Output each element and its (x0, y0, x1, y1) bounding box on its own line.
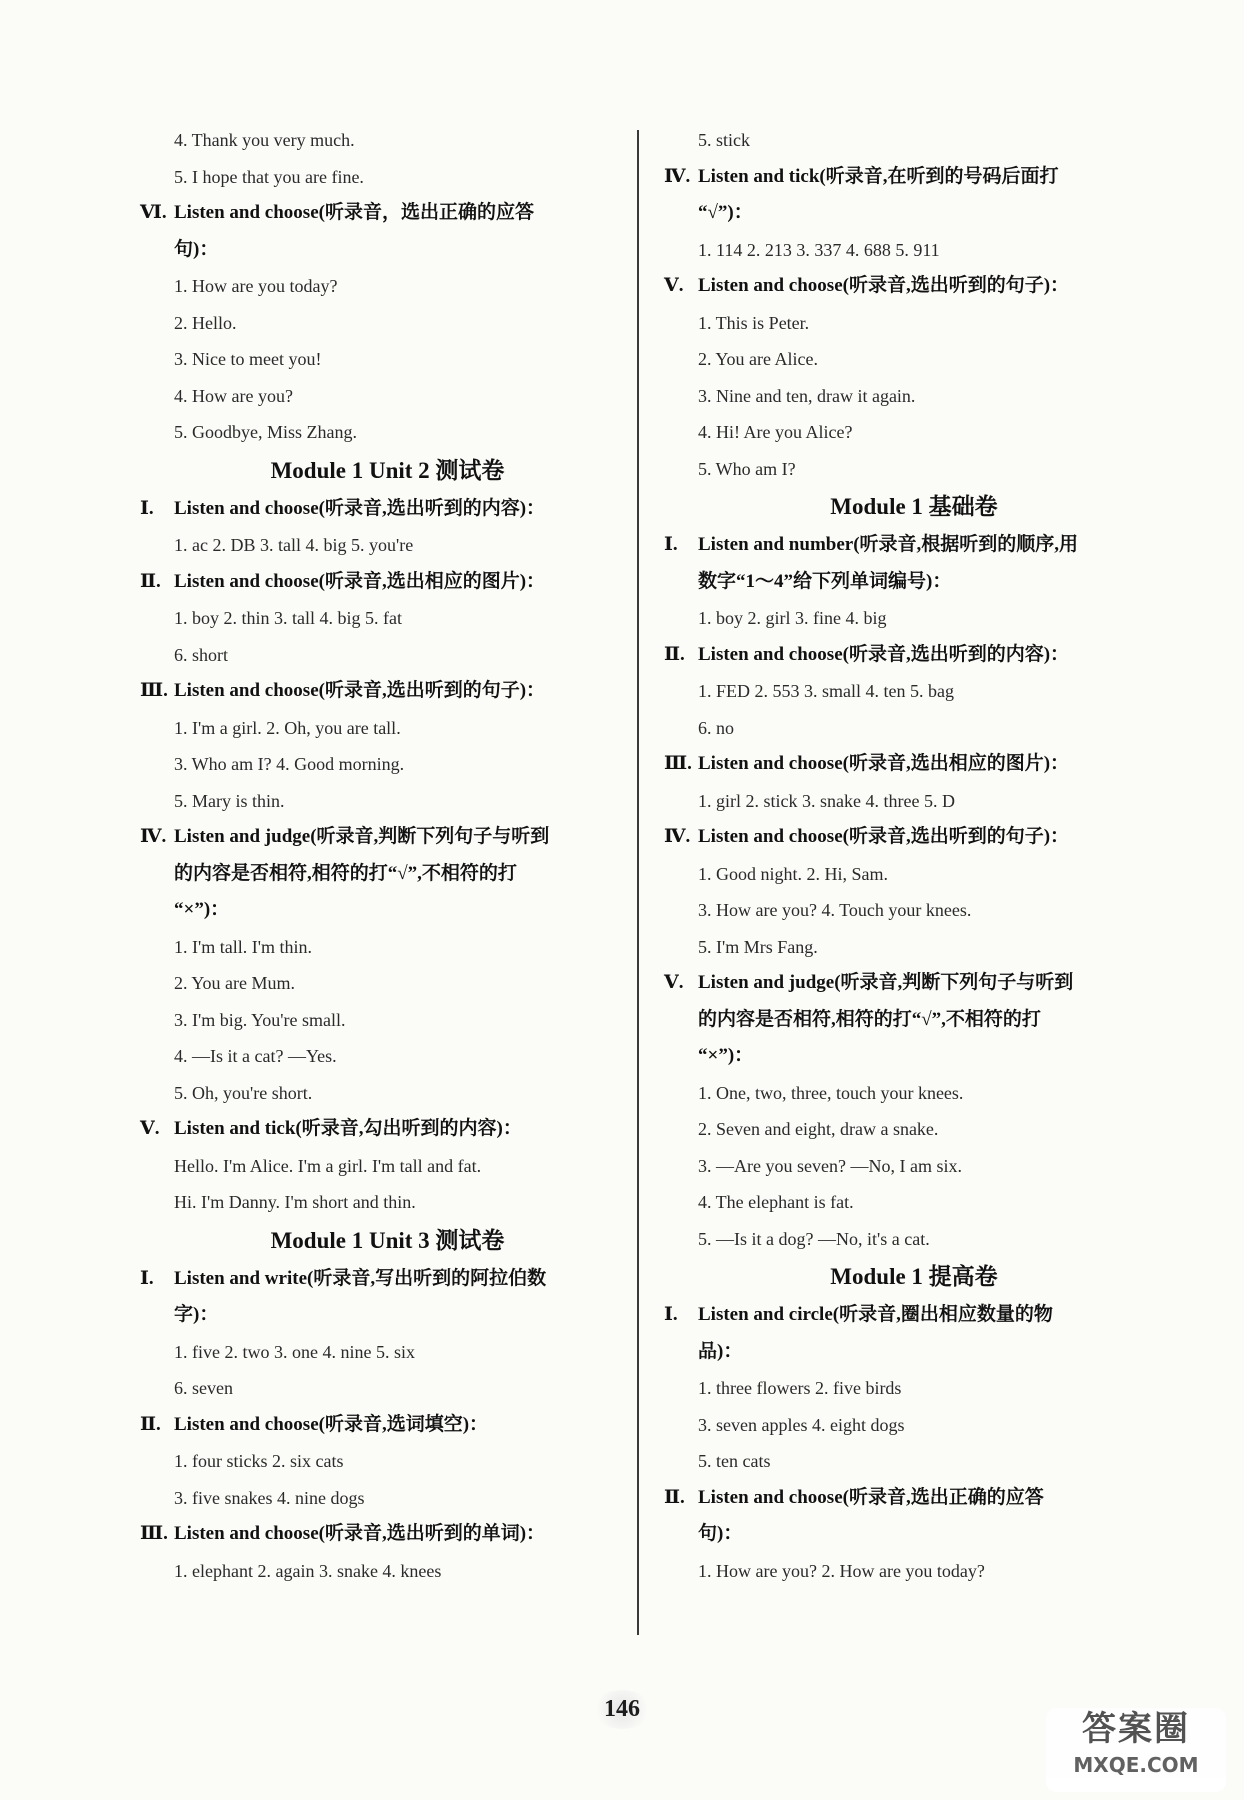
answer-item: 3. Who am I? 4. Good morning. (174, 754, 405, 774)
instruction-continuation: 的内容是否相符,相符的打“√”,不相符的打 (698, 1008, 1041, 1030)
section-instruction: Listen and choose(听录音,选出听到的句子)： (698, 275, 1070, 296)
answer-item: 1. girl 2. stick 3. snake 4. three 5. D (698, 790, 955, 811)
answer-item: 5. Mary is thin. (174, 790, 285, 811)
answer-item: 3. I'm big. You're small. (174, 1009, 346, 1030)
answer-item: 1. One, two, three, touch your knees. (698, 1082, 964, 1103)
section-instruction: Listen and choose(听录音,选词填空)： (174, 1413, 489, 1435)
section-numeral: Ⅴ. (664, 275, 684, 296)
section-numeral: Ⅰ. (140, 497, 154, 519)
answer-item: 5. —Is it a dog? —No, it's a cat. (698, 1228, 930, 1249)
answer-item: 3. —Are you seven? —No, I am six. (698, 1155, 962, 1176)
section-instruction: Listen and tick(听录音,勾出听到的内容)： (174, 1118, 522, 1139)
answer-text: Hi. I'm Danny. I'm short and thin. (174, 1192, 416, 1212)
answer-item: 2. Seven and eight, draw a snake. (698, 1119, 939, 1139)
watermark-url: MXQE.COM (1073, 1753, 1199, 1777)
answer-item: 1. I'm a girl. 2. Oh, you are tall. (174, 717, 401, 738)
answer-item: 4. —Is it a cat? —Yes. (174, 1046, 337, 1066)
section-heading (140, 819, 635, 856)
section-numeral: Ⅳ. (664, 165, 691, 187)
answer-item: 3. seven apples 4. eight dogs (698, 1414, 905, 1435)
section-heading (664, 159, 1164, 196)
test-title: Module 1 Unit 3 测试卷 (270, 1227, 505, 1253)
answer-item: 3. five snakes 4. nine dogs (174, 1487, 365, 1508)
section-heading (140, 1407, 635, 1444)
page-number: 146 (592, 1690, 652, 1729)
instruction-continuation: 字)： (174, 1304, 219, 1325)
section-heading (140, 1516, 635, 1553)
section-numeral: Ⅱ. (140, 570, 161, 592)
answer-item: 2. You are Mum. (174, 973, 296, 993)
answer-item: 1. boy 2. girl 3. fine 4. big (698, 608, 887, 628)
instruction-continuation: 数字“1～4”给下列单词编号)： (698, 570, 952, 592)
instruction-continuation: 品)： (698, 1340, 743, 1362)
section-numeral: Ⅴ. (140, 1118, 160, 1139)
section-numeral: Ⅰ. (140, 1267, 154, 1289)
answer-item: 1. FED 2. 553 3. small 4. ten 5. bag (698, 681, 954, 701)
answer-item: 1. 114 2. 213 3. 337 4. 688 5. 911 (698, 239, 940, 260)
section-heading (664, 746, 1164, 783)
answer-item: 5. I'm Mrs Fang. (698, 936, 818, 957)
answer-item: 2. You are Alice. (698, 349, 818, 369)
test-title: Module 1 基础卷 (830, 494, 998, 519)
answer-item: 5. Who am I? (698, 458, 796, 479)
answer-item: 1. five 2. two 3. one 4. nine 5. six (174, 1341, 415, 1362)
section-instruction: Listen and judge(听录音,判断下列句子与听到 (174, 826, 550, 847)
answer-item: 3. How are you? 4. Touch your knees. (698, 900, 972, 920)
answer-item: 4. The elephant is fat. (698, 1192, 854, 1212)
section-numeral: Ⅱ. (664, 1486, 685, 1508)
answer-item: 3. Nine and ten, draw it again. (698, 385, 916, 406)
answer-item: 1. three flowers 2. five birds (698, 1378, 902, 1398)
answer-item: 1. How are you today? (174, 276, 338, 296)
section-heading (140, 1261, 635, 1298)
section-instruction: Listen and choose(听录音,选出相应的图片)： (698, 753, 1070, 774)
watermark-logo (1046, 1708, 1226, 1792)
answer-item: 5. Oh, you're short. (174, 1082, 313, 1103)
answer-item: 1. boy 2. thin 3. tall 4. big 5. fat (174, 608, 402, 628)
answer-item: 3. Nice to meet you! (174, 349, 322, 369)
answer-item: 2. Hello. (174, 312, 237, 333)
section-instruction: Listen and write(听录音,写出听到的阿拉伯数 (174, 1267, 547, 1289)
section-instruction: Listen and choose(听录音，选出正确的应答 (174, 202, 534, 223)
answer-item: 1. elephant 2. again 3. snake 4. knees (174, 1560, 442, 1581)
instruction-continuation: 句)： (698, 1523, 743, 1544)
answer-item: 4. Thank you very much. (174, 130, 355, 150)
section-heading (664, 1297, 1164, 1334)
section-numeral: Ⅳ. (140, 826, 167, 847)
answer-item: 5. ten cats (698, 1451, 771, 1471)
section-heading (664, 1480, 1164, 1517)
section-heading (140, 673, 635, 710)
section-heading (140, 564, 635, 601)
answer-item: 1. Good night. 2. Hi, Sam. (698, 863, 889, 884)
section-heading (664, 268, 1164, 305)
section-heading (140, 195, 635, 232)
answer-item: 5. stick (698, 130, 750, 150)
section-instruction: Listen and choose(听录音,选出听到的句子)： (698, 826, 1070, 847)
section-instruction: Listen and choose(听录音,选出听到的内容)： (698, 643, 1070, 665)
test-title: Module 1 Unit 2 测试卷 (270, 457, 505, 483)
answer-item: 4. Hi! Are you Alice? (698, 422, 853, 442)
section-heading (664, 527, 1164, 564)
section-instruction: Listen and choose(听录音,选出听到的单词)： (174, 1523, 546, 1544)
watermark-title: 答案圈 (1082, 1709, 1190, 1749)
section-numeral: Ⅲ. (664, 753, 692, 774)
section-heading (664, 637, 1164, 674)
section-instruction: Listen and number(听录音,根据听到的顺序,用 (698, 534, 1079, 555)
section-heading (140, 491, 635, 528)
answer-item: 1. ac 2. DB 3. tall 4. big 5. you're (174, 535, 414, 555)
answer-item: 5. Goodbye, Miss Zhang. (174, 422, 357, 442)
instruction-continuation: “×”)： (174, 899, 230, 920)
answer-item: 6. seven (174, 1378, 233, 1398)
section-instruction: Listen and judge(听录音,判断下列句子与听到 (698, 972, 1074, 993)
answer-item: 1. I'm tall. I'm thin. (174, 936, 312, 957)
section-numeral: Ⅲ. (140, 680, 168, 701)
test-title: Module 1 提高卷 (830, 1264, 998, 1289)
answer-item: 1. How are you? 2. How are you today? (698, 1560, 985, 1581)
section-numeral: Ⅰ. (664, 534, 678, 555)
section-numeral: Ⅰ. (664, 1304, 678, 1325)
instruction-continuation: “√”)： (698, 202, 753, 223)
column-divider (637, 130, 639, 1635)
instruction-continuation: 句)： (174, 238, 219, 260)
section-heading (664, 819, 1164, 856)
answer-item: 6. no (698, 717, 734, 738)
section-numeral: Ⅴ. (664, 972, 684, 993)
section-numeral: Ⅳ. (664, 826, 691, 847)
section-numeral: Ⅲ. (140, 1523, 168, 1544)
section-numeral: Ⅱ. (140, 1413, 161, 1435)
left-column (140, 122, 635, 1589)
answer-item: 5. I hope that you are fine. (174, 166, 364, 187)
answer-item: 4. How are you? (174, 385, 293, 406)
section-instruction: Listen and tick(听录音,在听到的号码后面打 (698, 165, 1059, 187)
section-instruction: Listen and choose(听录音,选出听到的内容)： (174, 497, 546, 519)
section-heading (140, 1111, 635, 1148)
section-numeral: Ⅱ. (664, 643, 685, 665)
section-heading (664, 965, 1164, 1002)
answer-item: 1. This is Peter. (698, 312, 810, 333)
section-instruction: Listen and choose(听录音,选出相应的图片)： (174, 570, 546, 592)
section-instruction: Listen and choose(听录音,选出正确的应答 (698, 1486, 1044, 1508)
right-column (664, 122, 1164, 1589)
answer-item: 1. four sticks 2. six cats (174, 1451, 344, 1471)
instruction-continuation: 的内容是否相符,相符的打“√”,不相符的打 (174, 862, 517, 884)
instruction-continuation: “×”)： (698, 1045, 754, 1066)
section-instruction: Listen and circle(听录音,圈出相应数量的物 (698, 1304, 1053, 1325)
section-numeral: Ⅵ. (140, 202, 167, 223)
answer-item: 6. short (174, 644, 228, 665)
section-instruction: Listen and choose(听录音,选出听到的句子)： (174, 680, 546, 701)
answer-text: Hello. I'm Alice. I'm a girl. I'm tall and fat. (174, 1155, 482, 1176)
